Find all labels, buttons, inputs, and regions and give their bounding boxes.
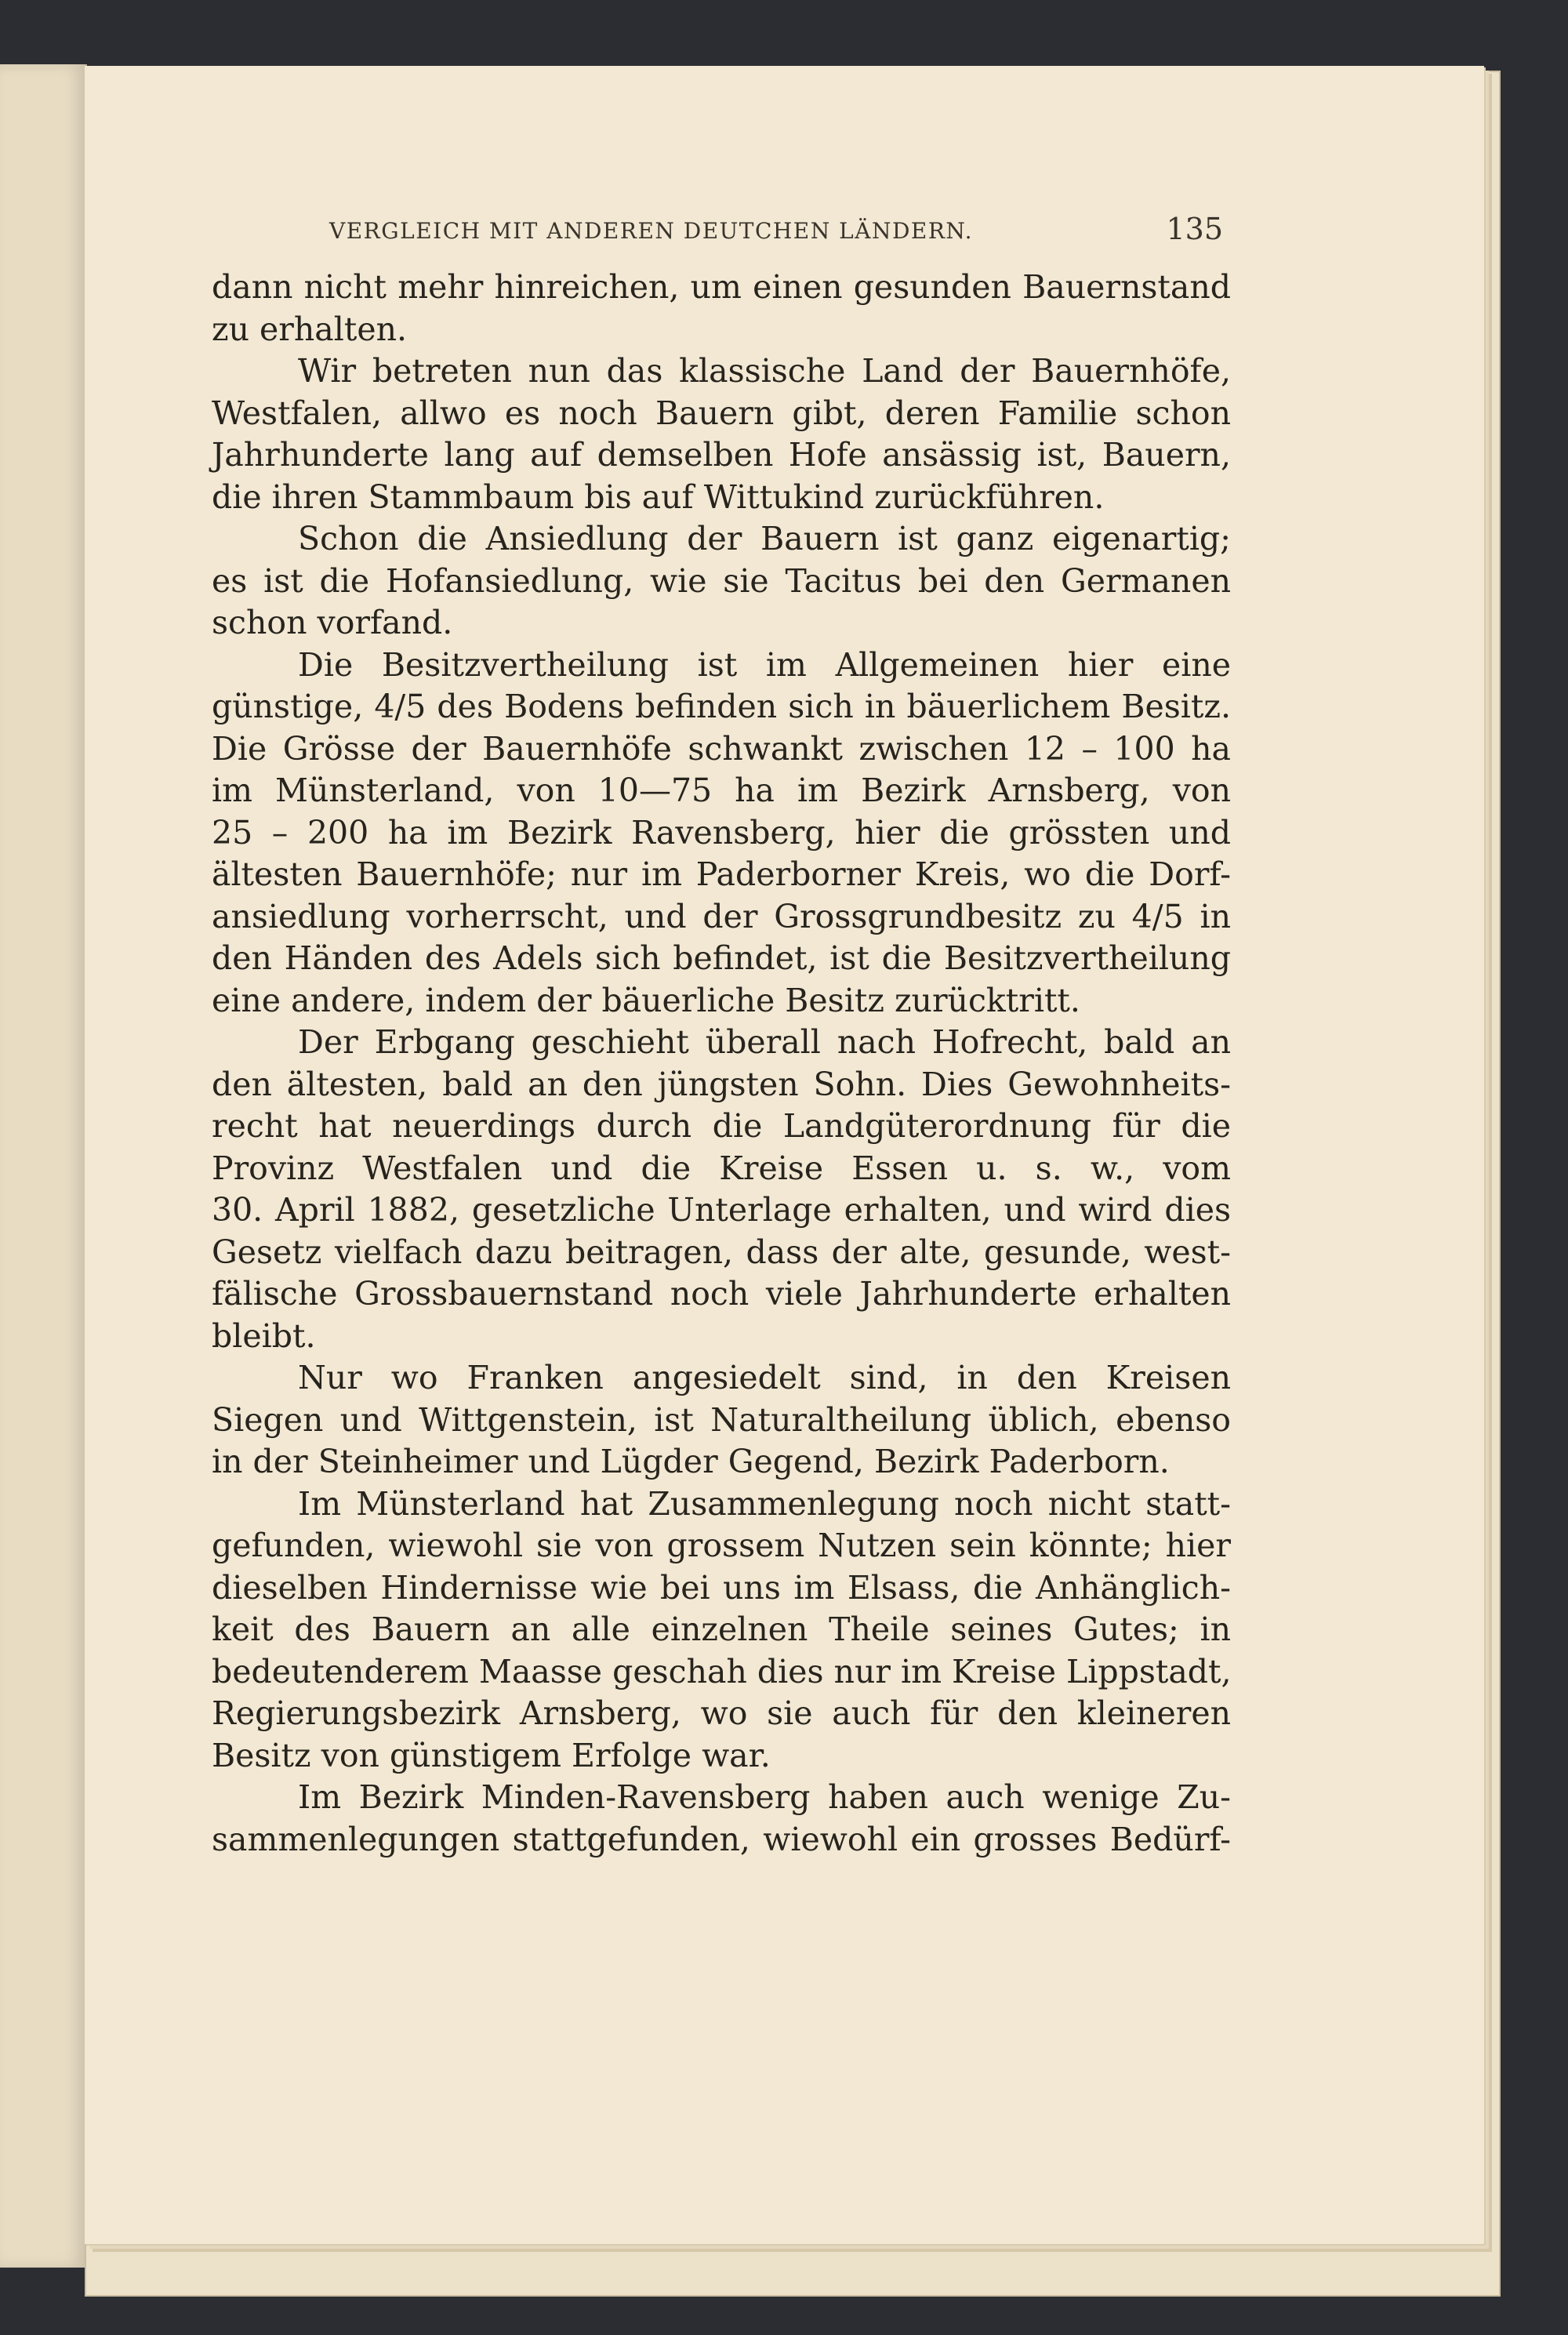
text-line: keit des Bauern an alle einzelnen Theile seines Gutes; in <box>212 1611 1231 1648</box>
text-line: Siegen und Wittgenstein, ist Naturaltheilung üblich, ebenso <box>212 1400 1231 1439</box>
running-head-title: VERGLEICH MIT ANDEREN DEUTCHEN LÄNDERN. <box>329 218 974 244</box>
text-line: zu erhalten. <box>212 310 408 348</box>
text-line: Regierungsbezirk Arnsberg, wo sie auch für den kleineren <box>212 1694 1231 1732</box>
text-line: Besitz von günstigem Erfolge war. <box>212 1736 771 1774</box>
text-line: die ihren Stammbaum bis auf Wittukind zurückführen. <box>212 478 1105 516</box>
text-line: Nur wo Franken angesiedelt sind, in den Kreisen <box>298 1359 1231 1396</box>
text-line: 30. April 1882, gesetzliche Unterlage erhalten, und wird dies <box>212 1191 1231 1229</box>
text-line: günstige, 4/5 des Bodens befinden sich in bäuerlichem Besitz. <box>212 688 1231 725</box>
text-line: den Händen des Adels sich befindet, ist die Besitzvertheilung <box>212 939 1231 977</box>
text-line: Der Erbgang geschieht überall nach Hofrecht, bald an <box>298 1023 1231 1061</box>
page-edges <box>1484 78 1492 2235</box>
text-line: eine andere, indem der bäuerliche Besitz zurücktritt. <box>212 981 1080 1019</box>
text-line: dieselben Hindernisse wie bei uns im Elsass, die Anhänglich- <box>212 1568 1231 1607</box>
text-line: Gesetz vielfach dazu beitragen, dass der alte, gesunde, west- <box>212 1233 1231 1271</box>
text-line: fälische Grossbauernstand noch viele Jahrhunderte erhalten <box>212 1275 1231 1313</box>
text-line: es ist die Hofansiedlung, wie sie Tacitus bei den Germanen <box>212 561 1231 600</box>
facing-page-edge <box>0 64 87 2268</box>
text-line: 25 – 200 ha im Bezirk Ravensberg, hier die grössten und <box>212 813 1231 852</box>
text-line: bleibt. <box>212 1316 316 1355</box>
running-head <box>329 212 1223 251</box>
text-line: Die Besitzvertheilung ist im Allgemeinen hier eine <box>298 645 1231 684</box>
text-line: Schon die Ansiedlung der Bauern ist ganz eigenartig; <box>298 520 1231 557</box>
text-line: gefunden, wiewohl sie von grossem Nutzen sein könnte; hier <box>212 1527 1231 1564</box>
text-line: ansiedlung vorherrscht, und der Grossgrundbesitz zu 4/5 in <box>212 897 1231 935</box>
text-line: Wir betreten nun das klassische Land der Bauernhöfe, <box>298 352 1231 390</box>
text-line: bedeutenderem Maasse geschah dies nur im Kreise Lippstadt, <box>212 1652 1232 1690</box>
text-line: in der Steinheimer und Lügder Gegend, Bezirk Paderborn. <box>212 1443 1170 1480</box>
text-line: recht hat neuerdings durch die Landgüterordnung für die <box>212 1107 1231 1145</box>
text-line: Provinz Westfalen und die Kreise Essen u. s. w., vom <box>212 1149 1231 1187</box>
text-line: Jahrhunderte lang auf demselben Hofe ansässig ist, Bauern, <box>212 436 1231 474</box>
text-line: ältesten Bauernhöfe; nur im Paderborner Kreis, wo die Dorf- <box>212 855 1231 893</box>
text-line: sammenlegungen stattgefunden, wiewohl ein grosses Bedürf- <box>212 1820 1231 1858</box>
text-line: den ältesten, bald an den jüngsten Sohn. Dies Gewohnheits- <box>212 1065 1231 1103</box>
body-text <box>212 267 1231 1861</box>
text-line: dann nicht mehr hinreichen, um einen gesunden Bauernstand <box>212 268 1231 306</box>
text-line: schon vorfand. <box>212 604 453 641</box>
text-line: Die Grösse der Bauernhöfe schwankt zwischen 12 – 100 ha <box>212 729 1231 768</box>
page-number: 135 <box>1166 212 1223 246</box>
text-line: Im Bezirk Minden-Ravensberg haben auch wenige Zu- <box>298 1778 1231 1816</box>
text-line: im Münsterland, von 10—75 ha im Bezirk Arnsberg, von <box>212 772 1231 809</box>
text-line: Westfalen, allwo es noch Bauern gibt, deren Familie schon <box>212 394 1231 432</box>
text-line: Im Münsterland hat Zusammenlegung noch nicht statt- <box>298 1484 1231 1523</box>
